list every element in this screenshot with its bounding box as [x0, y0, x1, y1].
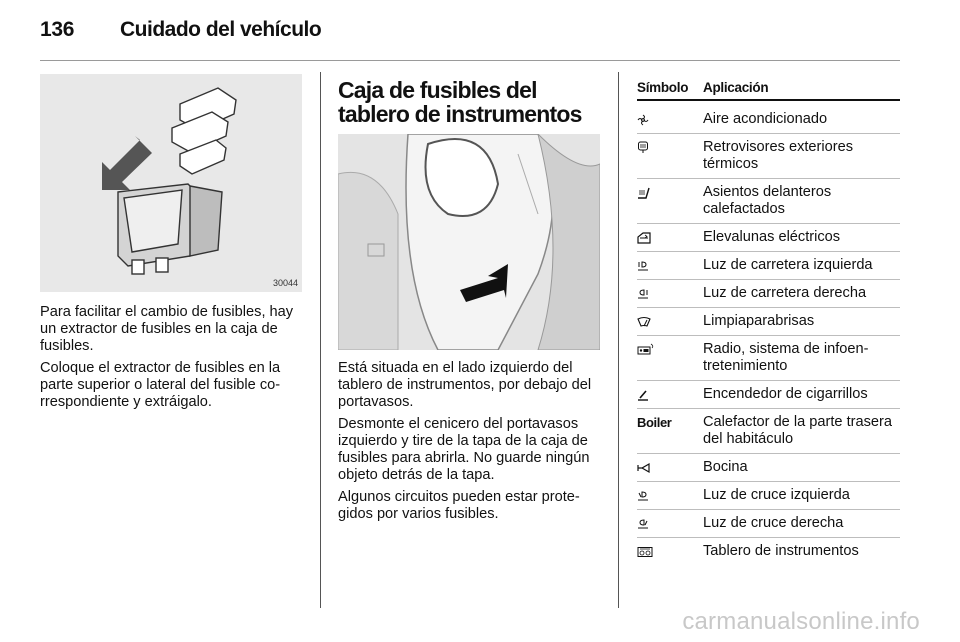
application-text: Radio, sistema de infoen-tretenimiento	[703, 341, 869, 374]
table-row	[637, 285, 900, 302]
figure-code: 30044	[272, 278, 298, 288]
application-text: Limpiaparabrisas	[703, 313, 815, 329]
application-text: Luz de cruce izquierda	[703, 487, 850, 503]
table-row	[637, 184, 900, 218]
column-divider-1	[320, 72, 321, 608]
application-text: Retrovisores exteriores térmicos	[703, 139, 854, 172]
boiler-symbol: Boiler	[637, 415, 672, 430]
table-row	[637, 543, 900, 560]
fuse-box-heading: Caja de fusibles del tablero de instrumentos	[338, 77, 582, 127]
application-text: Asientos delanteros calefactados	[703, 184, 832, 217]
row-divider	[637, 481, 900, 482]
power-window-icon	[637, 229, 703, 246]
table-row	[637, 111, 900, 128]
table-row	[637, 459, 900, 476]
fuse-extractor-illustration	[40, 74, 302, 292]
application-text: Elevalunas eléctricos	[703, 229, 841, 245]
application-text: Encendedor de cigarrillos	[703, 386, 868, 402]
header-divider	[40, 60, 900, 61]
paragraph: Desmonte el cenicero del portavasos izquierdo y tire de la tapa de la caja de fusibles para abrirla. No guarde ningún objeto detrás de la tapa.	[338, 416, 590, 483]
radio-icon	[637, 341, 703, 358]
row-divider	[637, 509, 900, 510]
paragraph: Algunos circuitos pueden estar prote-gidos por varios fusibles.	[338, 489, 580, 522]
application-text: Luz de carretera derecha	[703, 285, 867, 301]
table-row	[637, 515, 900, 532]
row-divider	[637, 537, 900, 538]
high-beam-right-icon	[637, 285, 703, 302]
page-number: 136	[40, 18, 75, 41]
row-divider	[637, 251, 900, 252]
cigarette-lighter-icon	[637, 386, 703, 403]
table-row	[637, 414, 900, 448]
table-row	[637, 257, 900, 274]
table-row	[637, 229, 900, 246]
row-divider	[637, 453, 900, 454]
row-divider	[637, 178, 900, 179]
fuse-extractor-drawing	[40, 74, 302, 292]
row-divider	[637, 223, 900, 224]
wiper-icon	[637, 313, 703, 330]
application-text: Luz de cruce derecha	[703, 515, 844, 531]
application-text: Luz de carretera izquierda	[703, 257, 873, 273]
paragraph: Para facilitar el cambio de fusibles, hay un extractor de fusibles en la caja de fusibles.	[40, 304, 294, 354]
horn-icon	[637, 459, 703, 476]
row-divider	[637, 380, 900, 381]
application-text: Calefactor de la parte trasera del habitáculo	[703, 414, 893, 447]
application-text: Tablero de instrumentos	[703, 543, 859, 559]
table-header	[637, 80, 900, 101]
row-divider	[637, 307, 900, 308]
instrument-panel-icon	[637, 543, 703, 560]
row-divider	[637, 133, 900, 134]
column2-text	[338, 360, 608, 528]
column-divider-2	[618, 72, 619, 608]
high-beam-left-icon	[637, 257, 703, 274]
dashboard-fusebox-illustration	[338, 134, 600, 350]
row-divider	[637, 408, 900, 409]
header-application: Aplicación	[703, 80, 769, 95]
row-divider	[637, 335, 900, 336]
fuse-table	[637, 80, 900, 560]
column1-text	[40, 304, 306, 416]
application-text: Aire acondicionado	[703, 111, 828, 127]
table-row	[637, 487, 900, 504]
row-divider	[637, 279, 900, 280]
watermark: carmanualsonline.info	[682, 608, 920, 635]
heated-seat-icon	[637, 184, 703, 201]
table-row	[637, 341, 900, 375]
table-row	[637, 386, 900, 403]
section-title: Cuidado del vehículo	[120, 18, 322, 41]
air-conditioning-icon	[637, 111, 703, 128]
low-beam-left-icon	[637, 487, 703, 504]
application-text: Bocina	[703, 459, 748, 475]
paragraph: Está situada en el lado izquierdo del tablero de instrumentos, por debajo del portavasos.	[338, 360, 592, 410]
low-beam-right-icon	[637, 515, 703, 532]
table-row	[637, 139, 900, 173]
heated-mirror-icon	[637, 139, 703, 156]
table-row	[637, 313, 900, 330]
paragraph: Coloque el extractor de fusibles en la parte superior o lateral del fusible co-rrespondiente y extráigalo.	[40, 360, 281, 410]
dashboard-drawing	[338, 134, 600, 350]
header-symbol: Símbolo	[637, 80, 689, 95]
